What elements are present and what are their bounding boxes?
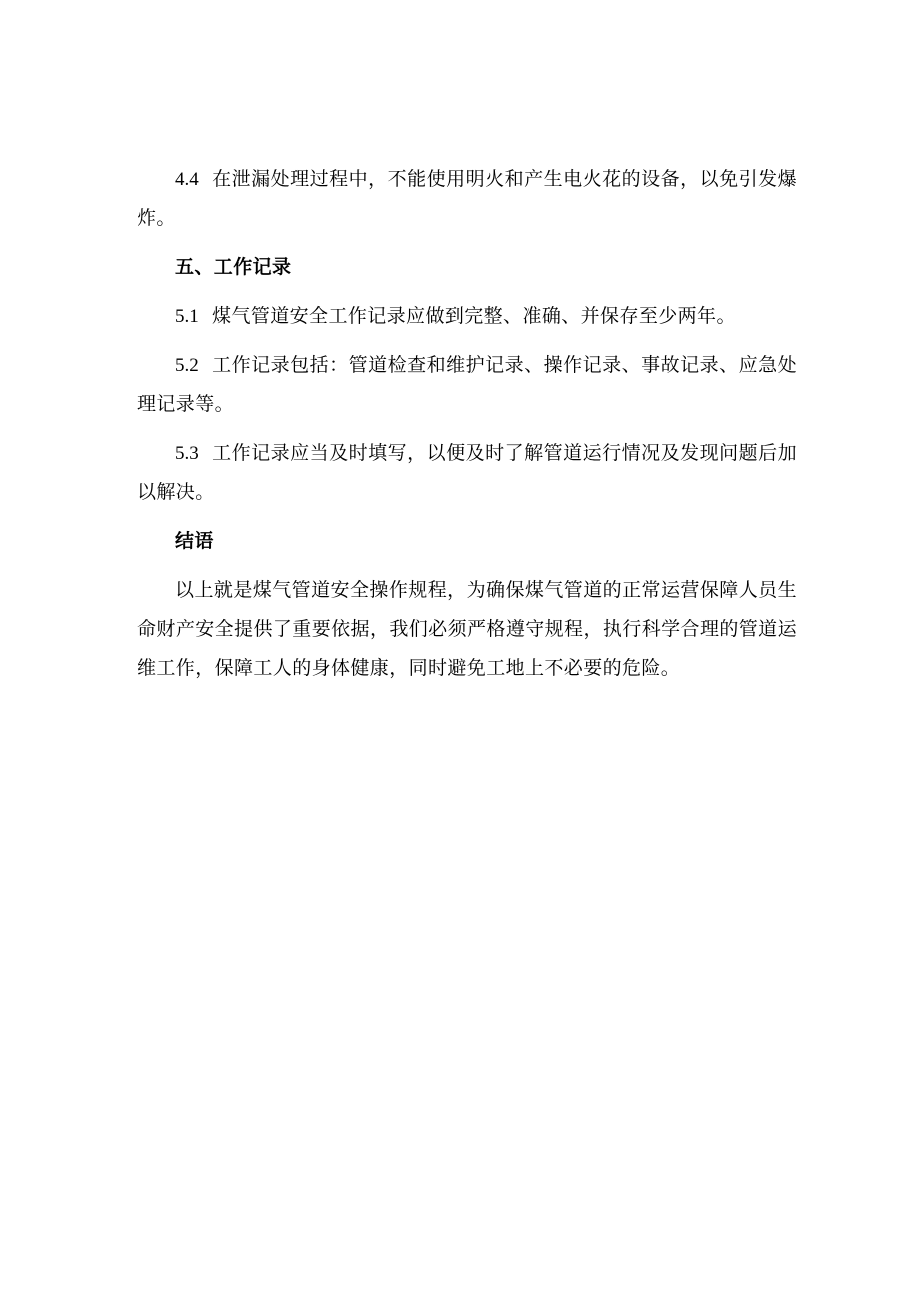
document-body bbox=[137, 160, 797, 688]
spacer bbox=[137, 561, 797, 571]
section-heading-conclusion: 结语 bbox=[175, 530, 214, 552]
clause-5-3 bbox=[137, 434, 797, 512]
clause-text: 工作记录应当及时填写，以便及时了解管道运行情况及发现问题后加以解决。 bbox=[137, 442, 797, 503]
spacer bbox=[137, 424, 797, 434]
clause-number: 4.4 bbox=[175, 169, 199, 190]
clause-number: 5.1 bbox=[175, 306, 199, 327]
clause-number: 5.2 bbox=[175, 355, 199, 376]
clause-text: 在泄漏处理过程中，不能使用明火和产生电火花的设备，以免引发爆炸。 bbox=[137, 168, 797, 229]
clause-5-2 bbox=[137, 346, 797, 424]
clause-text: 煤气管道安全工作记录应做到完整、准确、并保存至少两年。 bbox=[212, 305, 736, 327]
clause-text: 工作记录包括：管道检查和维护记录、操作记录、事故记录、应急处理记录等。 bbox=[137, 354, 797, 415]
clause-5-1 bbox=[137, 297, 797, 336]
spacer bbox=[137, 238, 797, 248]
conclusion-paragraph: 以上就是煤气管道安全操作规程，为确保煤气管道的正常运营保障人员生命财产安全提供了重要依据，我们必须严格遵守规程，执行科学合理的管道运维工作，保障工人的身体健康，同时避免工地上不必要的危险。 bbox=[137, 579, 797, 679]
spacer bbox=[137, 512, 797, 522]
clause-4-4 bbox=[137, 160, 797, 238]
clause-number: 5.3 bbox=[175, 443, 199, 464]
spacer bbox=[137, 336, 797, 346]
spacer bbox=[137, 287, 797, 297]
section-heading-work-records: 五、工作记录 bbox=[175, 256, 292, 278]
